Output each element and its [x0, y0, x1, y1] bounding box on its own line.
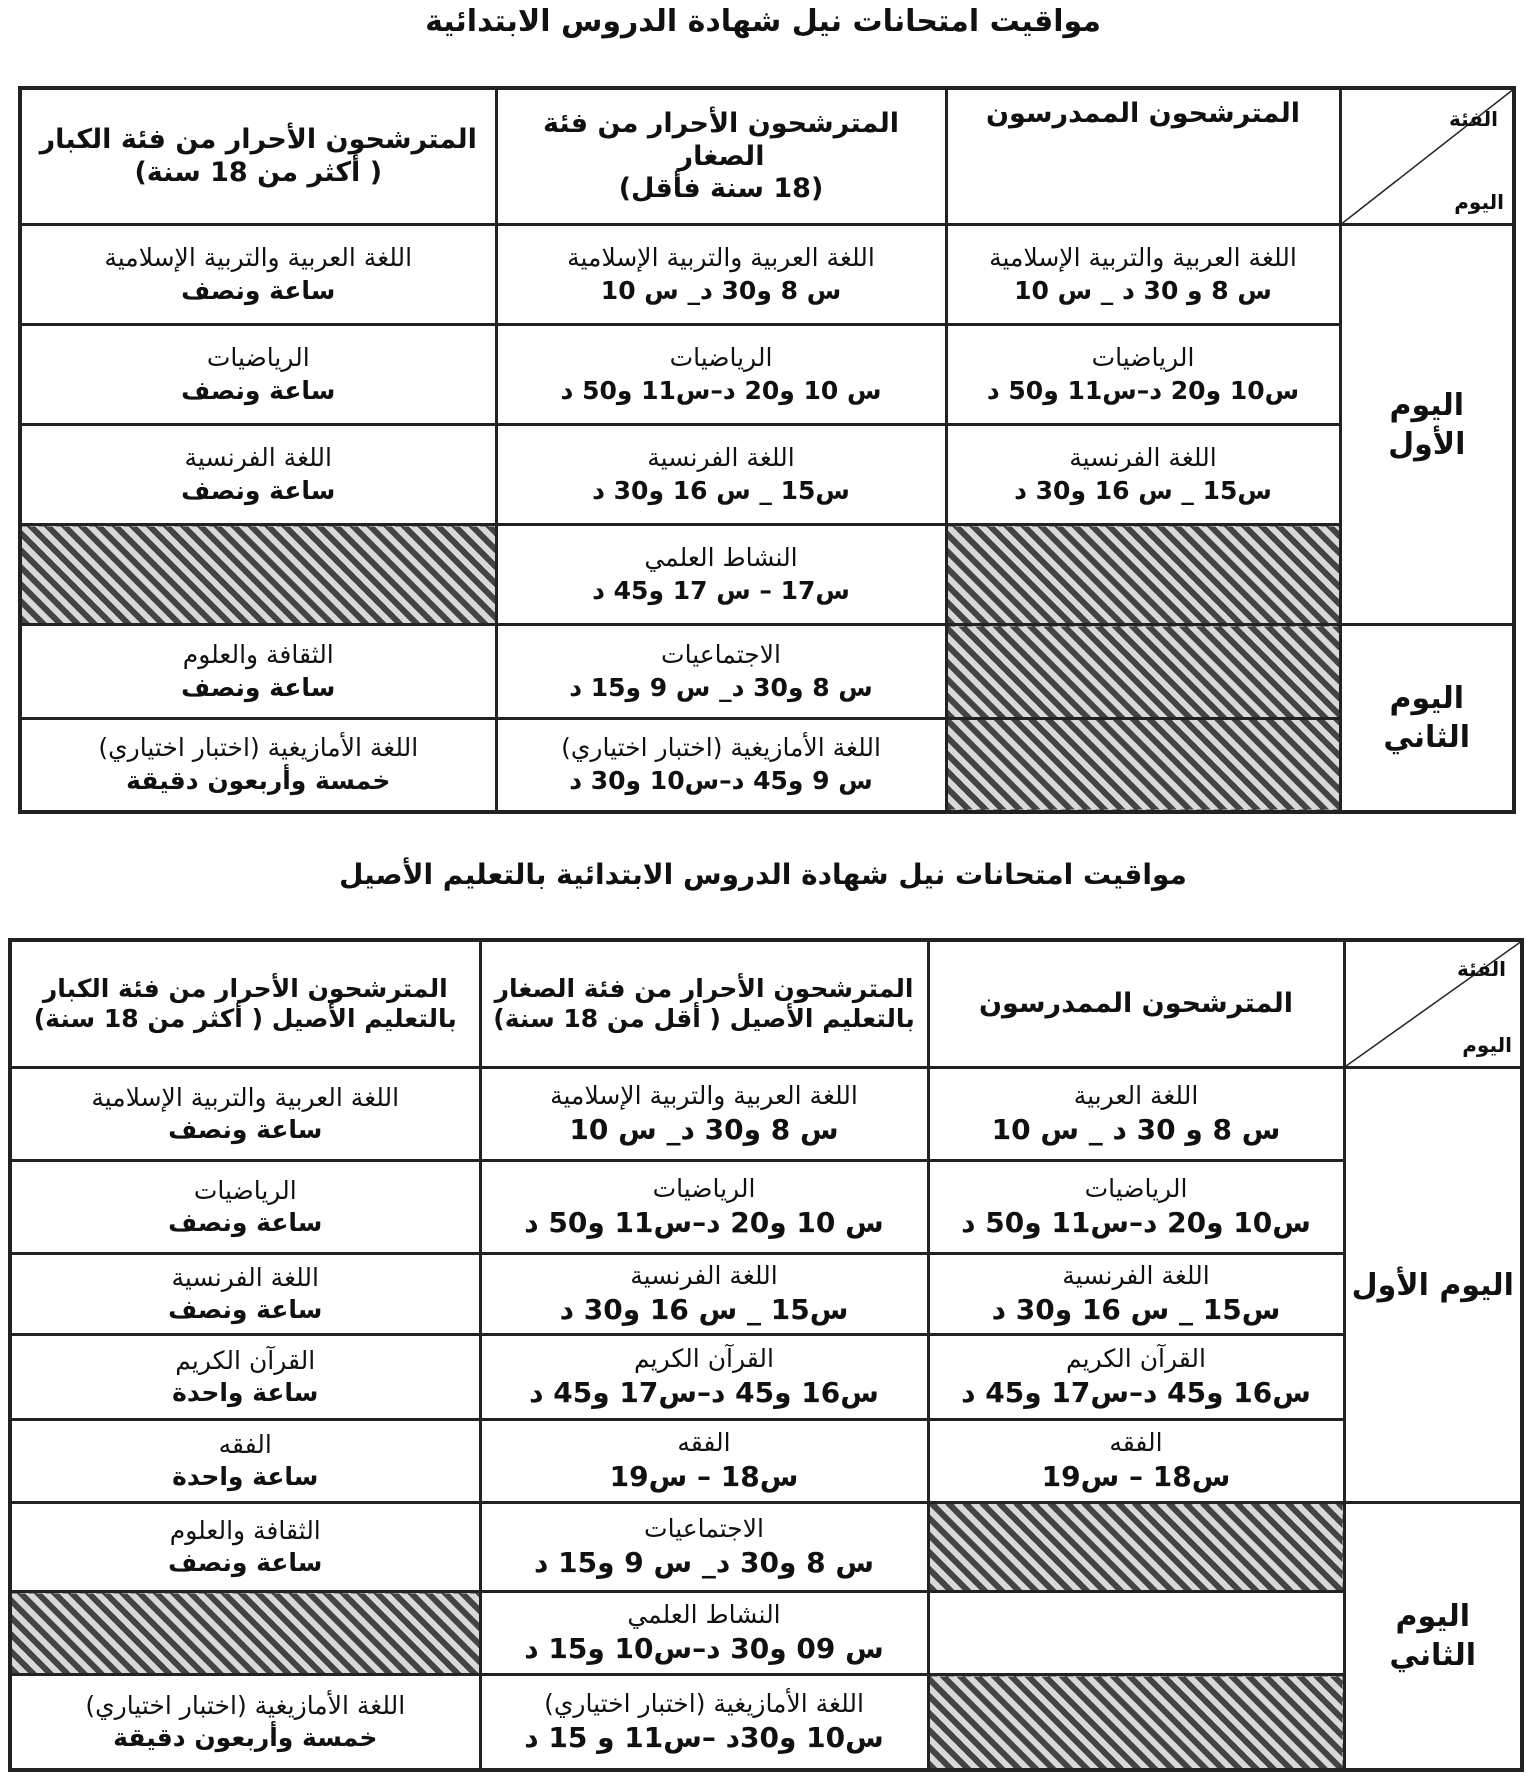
header-subline: بالتعليم الأصيل ( أكثر من 18 سنة) [33, 1004, 457, 1034]
time: خمسة وأربعون دقيقة [113, 1723, 378, 1753]
exam-cell [928, 1335, 1344, 1420]
no-exam-cell [10, 1592, 480, 1675]
exam-cell [10, 1503, 480, 1592]
header-free-adult-candidates [10, 940, 480, 1068]
exam-cell [928, 1161, 1344, 1254]
subject: القرآن الكريم [1065, 1343, 1206, 1373]
exam-cell [946, 225, 1340, 325]
header-subline: بالتعليم الأصيل ( أقل من 18 سنة) [493, 1004, 915, 1034]
subject: اللغة الأمازيغية (اختبار اختياري) [85, 1690, 406, 1720]
time: س 8 و 30 د _ س 10 [991, 1113, 1281, 1147]
exam-cell [10, 1068, 480, 1161]
exam-cell [10, 1420, 480, 1503]
subject: الرياضيات [193, 1175, 297, 1205]
primary-exam-schedule-table [18, 86, 1516, 814]
subject: اللغة الفرنسية [647, 443, 795, 473]
header-subline: ( أكثر من 18 سنة) [134, 156, 383, 188]
no-exam-cell [928, 1503, 1344, 1592]
time: س 8 و30 د_ س 10 [600, 275, 842, 305]
schedule-title-primary: مواقيت امتحانات نيل شهادة الدروس الابتدائية [425, 4, 1101, 39]
exam-cell [10, 1335, 480, 1420]
time: س 9 و45 د–س10 و30 د [569, 765, 873, 795]
time: س18 – س19 [609, 1460, 799, 1494]
exam-cell [928, 1254, 1344, 1335]
header-free-young-candidates [496, 88, 946, 225]
time: س15 _ س 16 و30 د [1014, 475, 1272, 505]
subject: النشاط العلمي [644, 543, 798, 573]
time: ساعة ونصف [168, 1115, 323, 1145]
subject: الاجتماعيات [661, 640, 781, 670]
header-subline: (18 سنة فأقل) [618, 172, 824, 204]
exam-cell [480, 1675, 928, 1770]
time: س 8 و30 د_ س 9 و15 د [569, 672, 873, 702]
category-label: الفئة [1448, 107, 1498, 131]
header-enrolled-candidates [946, 88, 1340, 225]
exam-cell [946, 325, 1340, 425]
header-line: المترشحون الأحرار من فئة الكبار [39, 124, 477, 156]
subject: الثقافة والعلوم [182, 640, 334, 670]
exam-cell [496, 625, 946, 718]
header-line: المترشحون الأحرار من فئة الصغار [543, 108, 899, 172]
time: س16 و45 د–س17 و45 د [529, 1376, 879, 1410]
no-exam-cell [20, 525, 496, 625]
header-line: المترشحون الممدرسون [986, 98, 1300, 129]
exam-cell [480, 1254, 928, 1335]
subject: اللغة العربية والتربية الإسلامية [91, 1082, 400, 1112]
subject: الفقه [677, 1427, 731, 1457]
header-line: المترشحون الأحرار من فئة الصغار [494, 974, 914, 1004]
original-education-exam-schedule-table [8, 938, 1524, 1772]
exam-cell [480, 1503, 928, 1592]
subject: الثقافة والعلوم [169, 1515, 321, 1545]
subject: اللغة الفرنسية [171, 1262, 319, 1292]
no-exam-cell [946, 718, 1340, 812]
subject: اللغة العربية [1073, 1080, 1199, 1110]
exam-cell [480, 1161, 928, 1254]
subject: النشاط العلمي [627, 1599, 781, 1629]
exam-cell [496, 718, 946, 812]
day-two-cell: اليوم الثاني [1344, 1503, 1522, 1770]
header-line: المترشحون الأحرار من فئة الكبار [42, 974, 448, 1004]
subject: اللغة الفرنسية [184, 443, 332, 473]
subject: الرياضيات [1084, 1173, 1188, 1203]
subject: الرياضيات [206, 343, 310, 373]
day-label: اليوم [1462, 1033, 1512, 1058]
subject: اللغة العربية والتربية الإسلامية [104, 243, 413, 273]
subject: اللغة العربية والتربية الإسلامية [567, 243, 875, 273]
time: س15 _ س 16 و30 د [559, 1293, 849, 1327]
exam-cell [496, 225, 946, 325]
time: س 09 و30 د–س10 و15 د [524, 1632, 884, 1666]
time: س18 – س19 [1041, 1460, 1231, 1494]
no-exam-cell [946, 625, 1340, 718]
time: ساعة ونصف [168, 1208, 323, 1238]
header-line: المترشحون الممدرسون [979, 987, 1293, 1019]
exam-cell [946, 425, 1340, 525]
subject: الرياضيات [1091, 343, 1195, 373]
exam-cell [20, 325, 496, 425]
time: ساعة ونصف [181, 375, 336, 405]
time: س10 و20 د–س11 و50 د [961, 1206, 1311, 1240]
subject: اللغة العربية والتربية الإسلامية [550, 1080, 858, 1110]
time: س10 و20 د–س11 و50 د [986, 375, 1300, 405]
schedule-title-original-education: مواقيت امتحانات نيل شهادة الدروس الابتدائية بالتعليم الأصيل [339, 858, 1187, 891]
exam-cell [10, 1675, 480, 1770]
subject: الفقه [1109, 1427, 1163, 1457]
time: ساعة ونصف [181, 475, 336, 505]
subject: اللغة الفرنسية [1069, 443, 1217, 473]
subject: الفقه [218, 1429, 272, 1459]
time: ساعة واحدة [172, 1378, 319, 1408]
time: ساعة ونصف [181, 275, 336, 305]
exam-cell [928, 1592, 1344, 1675]
exam-cell [496, 425, 946, 525]
day-two-cell: اليوم الثاني [1340, 625, 1514, 812]
no-exam-cell [928, 1675, 1344, 1770]
time: س17 – س 17 و45 د [592, 575, 850, 605]
subject: القرآن الكريم [633, 1343, 774, 1373]
exam-cell [928, 1420, 1344, 1503]
exam-cell [480, 1420, 928, 1503]
exam-cell [20, 625, 496, 718]
subject: الرياضيات [652, 1173, 756, 1203]
time: س10 و30د –س11 و 15 د [524, 1721, 884, 1755]
no-exam-cell [946, 525, 1340, 625]
header-free-young-candidates [480, 940, 928, 1068]
subject: القرآن الكريم [175, 1345, 316, 1375]
exam-cell [480, 1068, 928, 1161]
exam-cell [20, 425, 496, 525]
subject: اللغة العربية والتربية الإسلامية [989, 243, 1297, 273]
time: ساعة ونصف [168, 1548, 323, 1578]
time: س 8 و30 د_ س 9 و15 د [534, 1546, 874, 1580]
exam-cell [20, 718, 496, 812]
subject: الاجتماعيات [644, 1513, 764, 1543]
exam-cell [480, 1592, 928, 1675]
subject: اللغة الأمازيغية (اختبار اختياري) [544, 1688, 864, 1718]
exam-cell [20, 225, 496, 325]
time: س 8 و 30 د _ س 10 [1014, 275, 1272, 305]
time: س15 _ س 16 و30 د [592, 475, 850, 505]
time: س 10 و20 د–س11 و50 د [560, 375, 882, 405]
exam-cell [480, 1335, 928, 1420]
category-label: الفئة [1456, 957, 1506, 981]
exam-cell [10, 1254, 480, 1335]
time: ساعة ونصف [168, 1295, 323, 1325]
day-one-cell: اليوم الأول [1340, 225, 1514, 625]
time: س 8 و30 د_ س 10 [569, 1113, 839, 1147]
subject: اللغة الأمازيغية (اختبار اختياري) [561, 733, 881, 763]
time: ساعة ونصف [181, 672, 336, 702]
time: خمسة وأربعون دقيقة [126, 765, 391, 795]
subject: اللغة الفرنسية [1062, 1260, 1210, 1290]
exam-cell [496, 325, 946, 425]
corner-header-cell [1344, 940, 1522, 1068]
exam-cell [928, 1068, 1344, 1161]
exam-cell [496, 525, 946, 625]
header-free-adult-candidates [20, 88, 496, 225]
subject: اللغة الأمازيغية (اختبار اختياري) [98, 733, 419, 763]
header-enrolled-candidates [928, 940, 1344, 1068]
subject: اللغة الفرنسية [630, 1260, 778, 1290]
day-label: اليوم [1454, 190, 1504, 215]
time: س 10 و20 د–س11 و50 د [524, 1206, 884, 1240]
subject: الرياضيات [669, 343, 773, 373]
time: ساعة واحدة [172, 1462, 319, 1492]
time: س15 _ س 16 و30 د [991, 1293, 1281, 1327]
exam-cell [10, 1161, 480, 1254]
day-one-cell: اليوم الأول [1344, 1068, 1522, 1503]
corner-header-cell [1340, 88, 1514, 225]
time: س16 و45 د–س17 و45 د [961, 1376, 1311, 1410]
